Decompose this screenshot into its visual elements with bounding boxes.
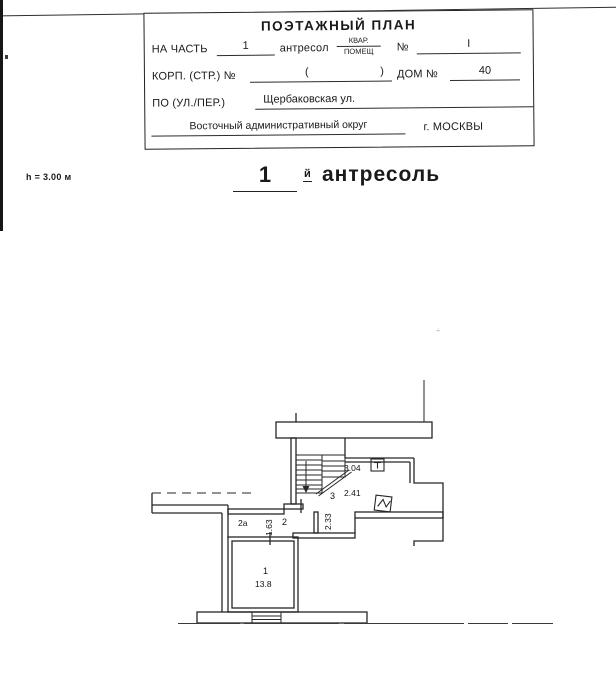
number-label: №: [396, 41, 409, 54]
dim-2-41: 2.41: [344, 488, 361, 498]
bottom-footing-band: [197, 612, 367, 623]
room-2a-label: 2a: [238, 518, 248, 528]
pomesh-label: ПОМЕЩ: [343, 46, 374, 56]
floor-number-suffix: й: [304, 168, 311, 180]
na-chast-value: 1: [217, 37, 275, 57]
district-value: Восточный административный округ: [151, 115, 405, 136]
na-chast-label: НА ЧАСТЬ: [151, 43, 208, 56]
scan-left-bar: [0, 0, 3, 231]
document-title: ПОЭТАЖНЫЙ ПЛАН: [260, 17, 417, 34]
scan-smudge: ÷: [436, 326, 441, 335]
plan-walls: [152, 380, 443, 623]
korp-label: КОРП. (СТР.) №: [151, 69, 236, 83]
floor-number: 1: [258, 162, 272, 187]
corridor-top-wall-step: [284, 504, 303, 509]
dim-3-04: 3.04: [344, 463, 361, 473]
corridor-top-wall: [228, 509, 284, 514]
room-1-label: 1: [263, 566, 269, 576]
floor-plan-drawing: [100, 370, 570, 660]
korp-value: [250, 63, 392, 83]
dim-1-63: 1.63: [264, 519, 274, 536]
plan-labels: [238, 463, 361, 589]
room-3-label: 3: [330, 491, 336, 501]
window-symbol: [252, 612, 281, 623]
lobby-partition: [314, 512, 318, 533]
title-block: [143, 9, 534, 149]
stair-flight-left: [296, 455, 322, 493]
scan-speck: [5, 55, 8, 59]
room3-bottom-wall: [355, 512, 443, 518]
top-wall-band: [276, 422, 432, 438]
floor-number-underline: [233, 191, 297, 192]
floor-name: антресоль: [322, 163, 441, 186]
korp-close-paren: ): [380, 65, 384, 78]
antresol-label: антресол: [279, 42, 329, 55]
ceiling-height-note: h = 3.00 м: [26, 172, 72, 182]
street-value: Щербаковская ул.: [255, 88, 533, 109]
room-2-label: 2: [282, 517, 288, 527]
kvar-label: КВАР.: [337, 37, 381, 47]
vent-shaft-symbol: [371, 459, 384, 471]
number-value: I: [417, 34, 521, 54]
duct-zigzag-symbol: [374, 495, 392, 512]
kvar-pomesh-fraction: [337, 37, 381, 56]
korp-open-paren: (: [304, 66, 309, 79]
dim-2-33: 2.33: [323, 513, 333, 530]
dom-label: ДОМ №: [396, 68, 439, 81]
room-1-area: 13.8: [255, 579, 272, 589]
street-label: ПО (УЛ./ПЕР.): [152, 96, 226, 110]
stair-left-wall: [291, 438, 296, 504]
dom-value: 40: [450, 61, 520, 81]
city-label: г. МОСКВЫ: [423, 120, 484, 134]
corridor-bottom-right-wall: [293, 533, 355, 538]
right-step-wall: [414, 458, 443, 546]
